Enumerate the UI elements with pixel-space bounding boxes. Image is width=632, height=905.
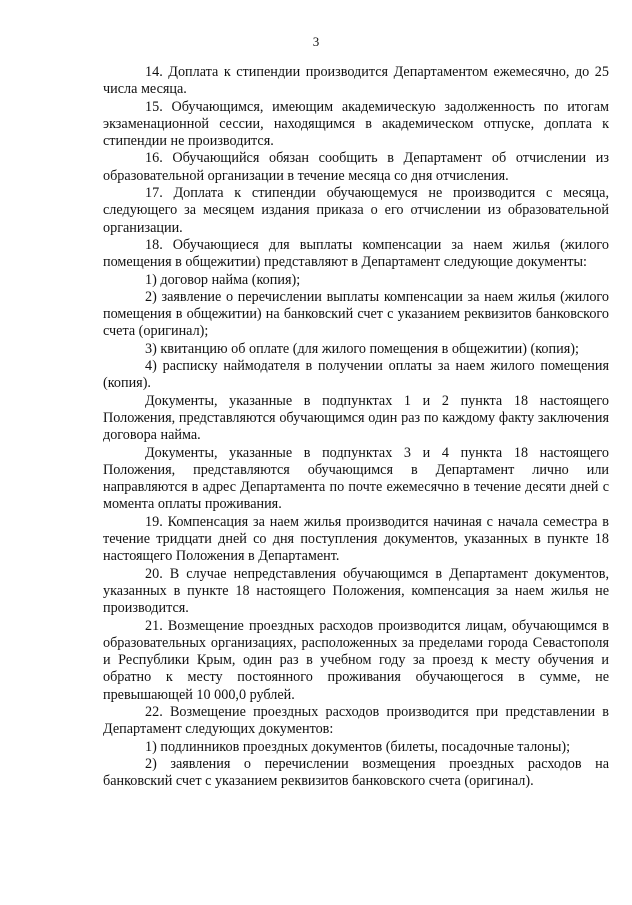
paragraph-20: 20. В случае непредставления обучающимся в Департамент документов, указанных в пункте 18 настоящего Положения, компенсация за наем жилья не производится. bbox=[103, 565, 609, 617]
list-item-22-2: 2) заявления о перечислении возмещения проездных расходов на банковский счет с указанием реквизитов банковского счета (оригинал). bbox=[103, 755, 609, 790]
paragraph-22: 22. Возмещение проездных расходов производится при представлении в Департамент следующих документов: bbox=[103, 703, 609, 738]
paragraph-14: 14. Доплата к стипендии производится Департаментом ежемесячно, до 25 числа месяца. bbox=[103, 64, 609, 98]
paragraph-18: 18. Обучающиеся для выплаты компенсации за наем жилья (жилого помещения в общежитии) представляют в Департамент следующие документы: bbox=[103, 236, 609, 271]
list-item-18-4: 4) расписку наймодателя в получении оплаты за наем жилого помещения (копия). bbox=[103, 358, 609, 392]
document-body bbox=[103, 64, 609, 790]
list-item-18-2: 2) заявление о перечислении выплаты компенсации за наем жилья (жилого помещения в общежитии) на банковский счет с указанием реквизитов банковского счета (оригинал); bbox=[103, 288, 609, 340]
paragraph-18-note-2: Документы, указанные в подпунктах 3 и 4 пункта 18 настоящего Положения, представляются обучающимся в Департамент лично или направляются в адрес Департамента по почте ежемесячно в течение десяти дней с момента оплаты проживания. bbox=[103, 444, 609, 513]
paragraph-18-note-1: Документы, указанные в подпунктах 1 и 2 пункта 18 настоящего Положения, представляются обучающимся один раз по каждому факту заключения договора найма. bbox=[103, 392, 609, 444]
paragraph-16: 16. Обучающийся обязан сообщить в Департамент об отчислении из образовательной организации в течение месяца со дня отчисления. bbox=[103, 150, 609, 184]
list-item-22-1: 1) подлинников проездных документов (билеты, посадочные талоны); bbox=[145, 738, 571, 755]
paragraph-15: 15. Обучающимся, имеющим академическую задолженность по итогам экзаменационной сессии, находящимся в академическом отпуске, доплата к стипендии не производится. bbox=[103, 98, 609, 150]
paragraph-19: 19. Компенсация за наем жилья производится начиная с начала семестра в течение тридцати дней со дня поступления документов, указанных в пункте 18 настоящего Положения в Департамент. bbox=[103, 513, 609, 565]
paragraph-17: 17. Доплата к стипендии обучающемуся не производится с месяца, следующего за месяцем издания приказа о его отчислении из образовательной организации. bbox=[103, 185, 609, 236]
list-item-18-3: 3) квитанцию об оплате (для жилого помещения в общежитии) (копия); bbox=[145, 340, 579, 357]
list-item-18-1: 1) договор найма (копия); bbox=[145, 271, 301, 288]
page-number: 3 bbox=[312, 34, 320, 49]
paragraph-21: 21. Возмещение проездных расходов производится лицам, обучающимся в образовательных организациях, расположенных за пределами города Севастополя и Республики Крым, один раз в учебном году за проезд к месту обучения и обратно к месту постоянного проживания обучающегося в сумме, не превышающей 10 000,0 рублей. bbox=[103, 617, 609, 703]
